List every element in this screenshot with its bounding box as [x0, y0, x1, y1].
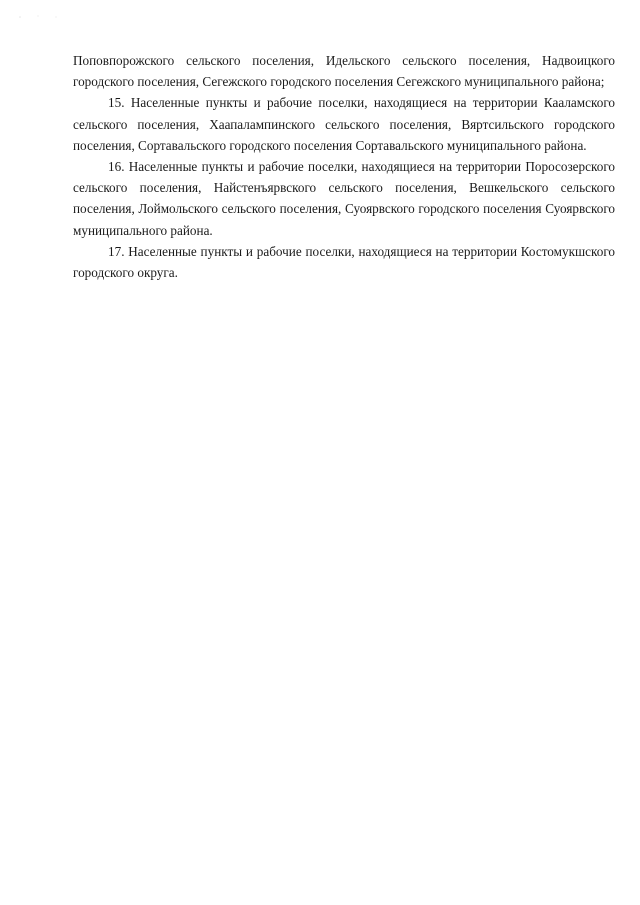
- paragraph-continuation: Поповпорожского сельского поселения, Идельского сельского поселения, Надвоицкого городского поселения, Сегежского городского поселения Сегежского муниципального района;: [73, 53, 615, 90]
- scan-artifact-mark: [18, 14, 64, 20]
- document-body: [73, 50, 615, 283]
- paragraph-item-16: 16. Населенные пункты и рабочие поселки, находящиеся на территории Поросозерского сельского поселения, Найстенъярвского сельского поселения, Вешкельского сельского поселения, Лоймольского сельского поселения, Суоярвского городского поселения Суоярвского муниципального района.: [73, 159, 615, 238]
- paragraph-item-15: 15. Населенные пункты и рабочие поселки, находящиеся на территории Кааламского сельского поселения, Хаапалампинского сельского поселения, Вяртсильского городского поселения, Сортавальского городского поселения Сортавальского муниципального района.: [73, 95, 615, 153]
- paragraph-item-17: 17. Населенные пункты и рабочие поселки, находящиеся на территории Костомукшского городского округа.: [73, 243, 615, 281]
